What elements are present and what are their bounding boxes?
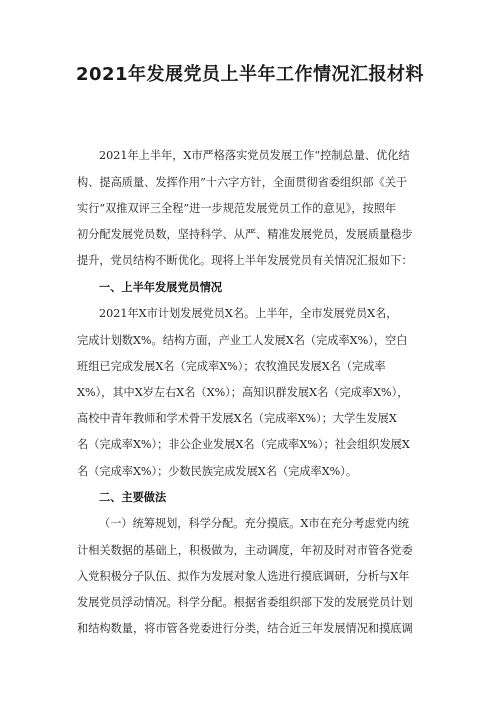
- paragraph-line: 实行“双推双评三全程”进一步规范发展党员工作的意见》，按照年: [77, 202, 397, 215]
- paragraph-line: 入党积极分子队伍、拟作为发展对象人选进行摸底调研，分析与X年: [77, 570, 410, 583]
- paragraph-line: 完成计划数X%。结构方面，产业工人发展X名（完成率X%），空白: [77, 334, 408, 347]
- document-title: 2021年发展党员上半年工作情况汇报材料: [75, 64, 425, 85]
- paragraph-line: 计相关数据的基础上，积极做为，主动调度，年初及时对市管各党委: [77, 544, 413, 557]
- paragraph-line: （一）统筹规划，科学分配。充分摸底。X市在充分考虑党内统: [99, 517, 410, 530]
- paragraph-line: 高校中青年教师和学术骨干发展X名（完成率X%）；大学生发展X: [77, 412, 397, 425]
- paragraph-line: 名（完成率X%）；少数民族完成发展X名（完成率X%）。: [77, 465, 358, 478]
- paragraph-line: 班组已完成发展X名（完成率X%）；农牧渔民发展X名（完成率: [77, 360, 386, 373]
- section-heading: 一、上半年发展党员情况: [99, 281, 223, 294]
- paragraph-line: 名（完成率X%）；非公企业发展X名（完成率X%）；社会组织发展X: [77, 438, 410, 451]
- paragraph-line: 2021年上半年，X市严格落实党员发展工作“控制总量、优化结: [99, 149, 410, 162]
- section-heading: 二、主要做法: [99, 491, 167, 504]
- paragraph-line: 初分配发展党员数，坚持科学、从严、精准发展党员，发展质量稳步: [77, 228, 413, 241]
- paragraph-line: 2021年X市计划发展党员X名。上半年，全市发展党员X名，: [99, 307, 398, 320]
- paragraph-line: 提升，党员结构不断优化。现将上半年发展党员有关情况汇报如下：: [77, 254, 413, 267]
- paragraph-line: X%），其中X岁左右X名（X%）；高知识群发展X名（完成率X%），: [77, 386, 409, 399]
- paragraph-line: 发展党员浮动情况。科学分配。根据省委组织部下发的发展党员计划: [77, 596, 413, 609]
- paragraph-line: 构、提高质量、发挥作用”十六字方针，全面贯彻省委组织部《关于: [77, 176, 408, 189]
- paragraph-line: 和结构数量，将市管各党委进行分类，结合近三年发展情况和摸底调: [77, 622, 413, 635]
